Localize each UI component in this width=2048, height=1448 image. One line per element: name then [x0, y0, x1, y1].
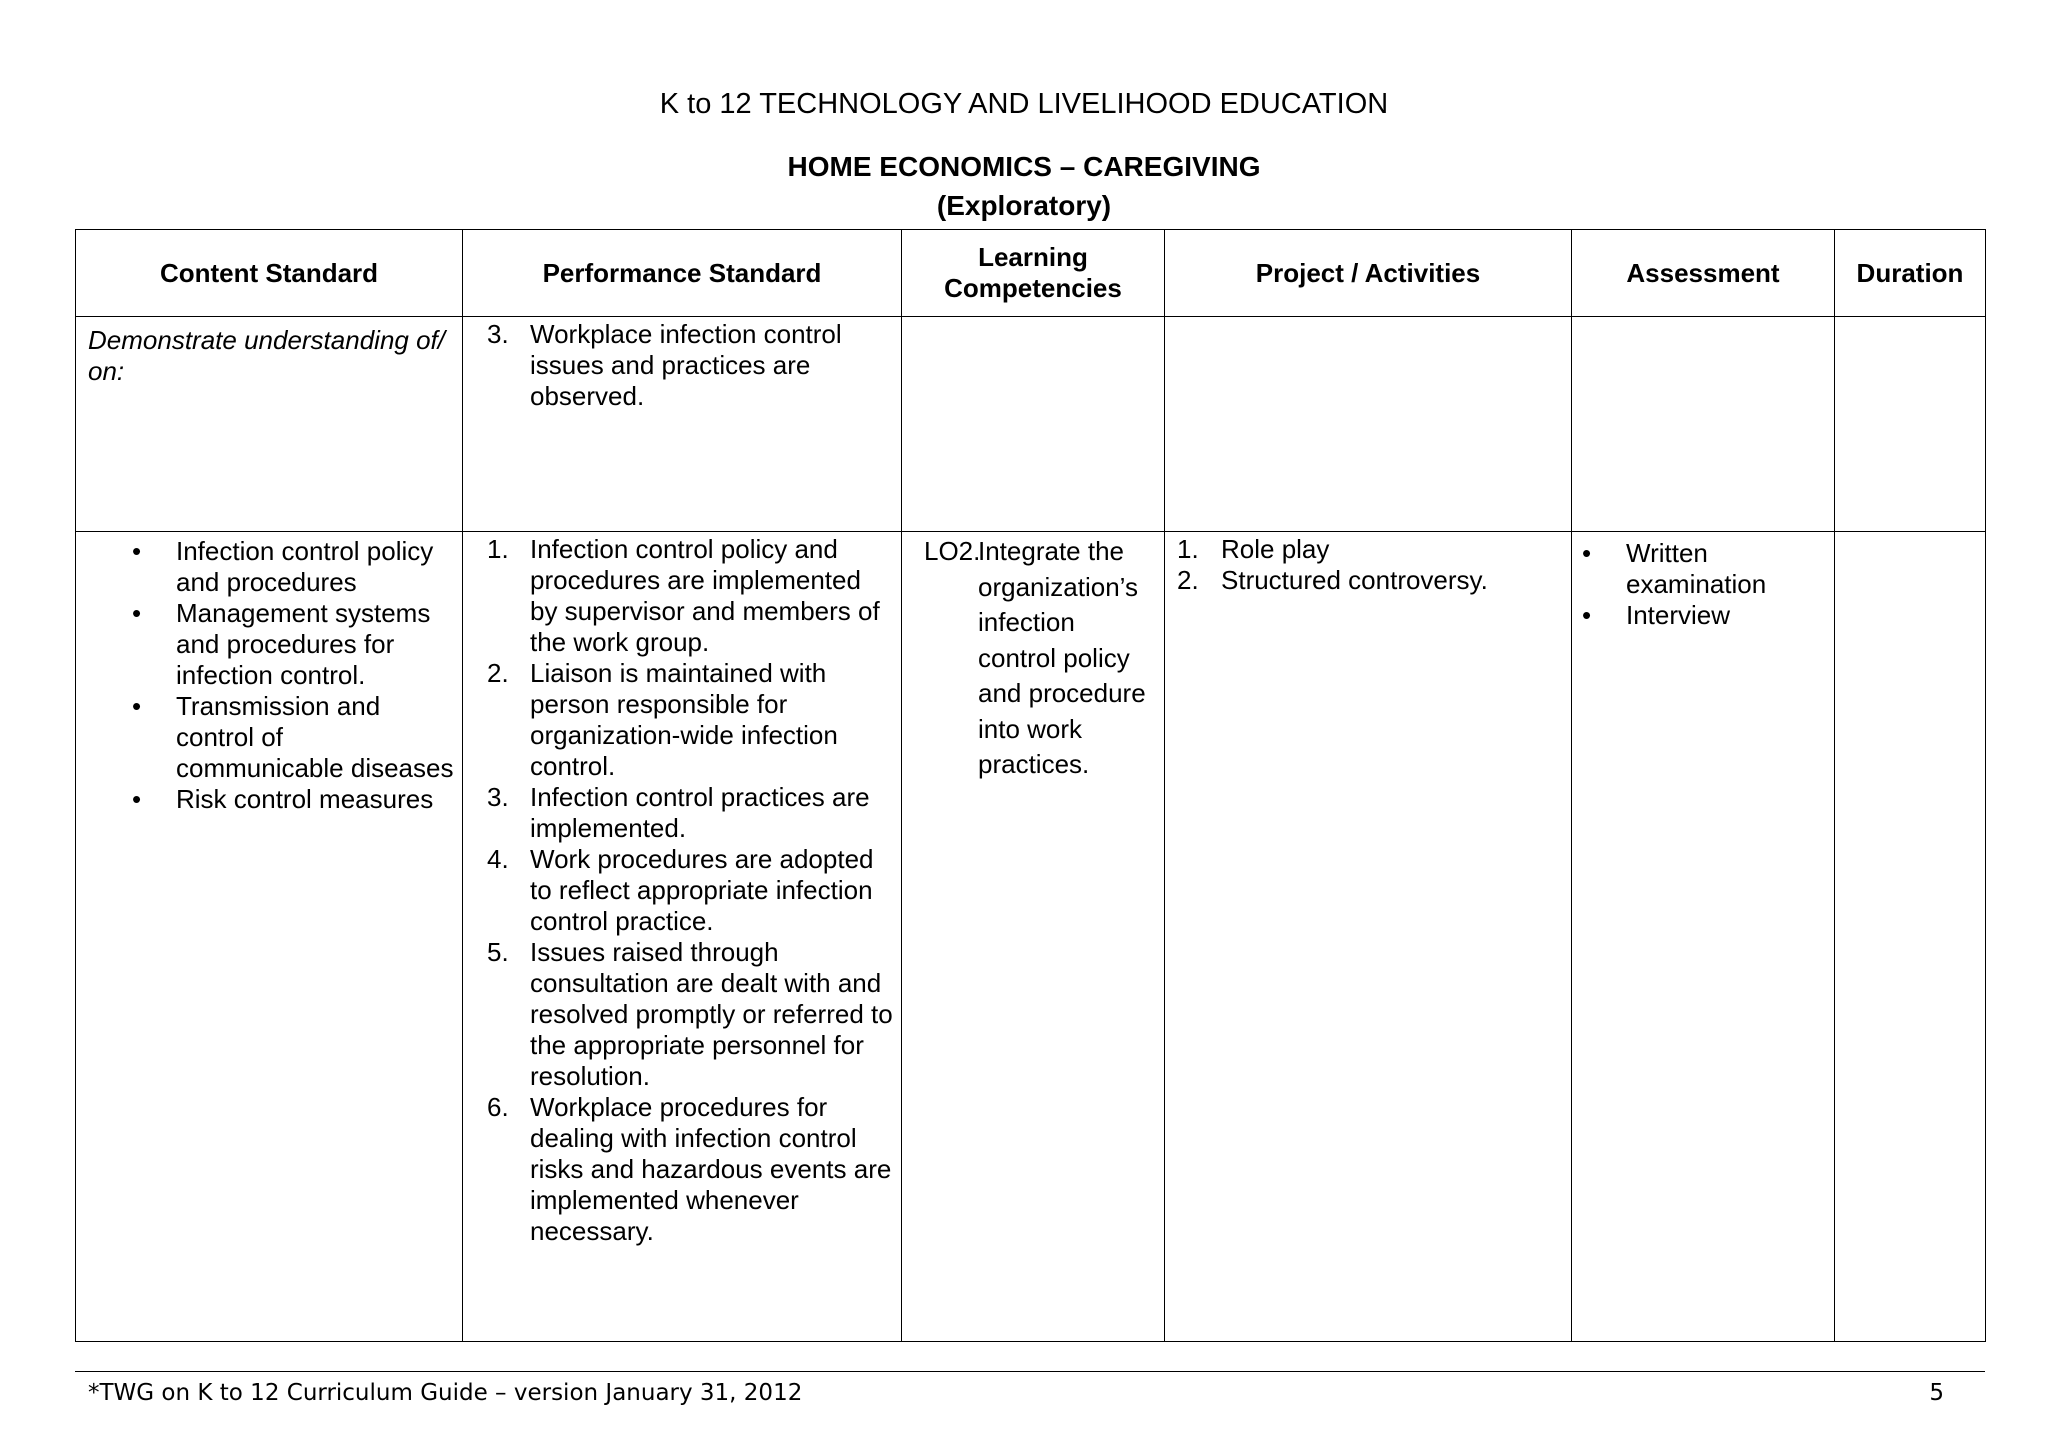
- cell-content-standard: [76, 532, 463, 1342]
- content-standard-list: [76, 532, 462, 815]
- cell-learning-competencies: [902, 532, 1165, 1342]
- table-row: [76, 317, 1986, 532]
- list-item: 2. Liaison is maintained with person responsible for organization-wide infection control.: [487, 658, 838, 781]
- list-item: • Risk control measures: [76, 784, 462, 815]
- document-title: K to 12 TECHNOLOGY AND LIVELIHOOD EDUCATION: [659, 88, 1389, 120]
- cell-content-standard: [76, 317, 463, 532]
- cell-assessment: [1572, 532, 1835, 1342]
- cell-duration: [1835, 532, 1986, 1342]
- cell-learning-competencies: [902, 317, 1165, 532]
- list-item: 3. Infection control practices are implemented.: [487, 782, 870, 843]
- performance-list: [463, 532, 901, 1247]
- column-header-project-activities: Project / Activities: [1165, 230, 1572, 317]
- table-header-row: [76, 230, 1986, 317]
- table-row: [76, 532, 1986, 1342]
- cell-performance-standard: [463, 532, 902, 1342]
- list-item: • Transmission and control of communicable diseases: [76, 691, 462, 784]
- column-header-learning-competencies: Learning Competencies: [902, 230, 1165, 317]
- curriculum-table: [75, 229, 1986, 1342]
- content-standard-intro: Demonstrate understanding of/ on:: [88, 325, 445, 386]
- column-header-content-standard: Content Standard: [76, 230, 463, 317]
- assessment-list: [1572, 532, 1834, 631]
- activities-list: [1165, 532, 1571, 596]
- list-item: 1. Infection control policy and procedures are implemented by supervisor and members of the work group.: [487, 534, 880, 657]
- list-item: • Management systems and procedures for infection control.: [76, 598, 462, 691]
- column-header-assessment: Assessment: [1572, 230, 1835, 317]
- list-item: • Infection control policy and procedures: [76, 536, 462, 598]
- document-subtitle-exploratory: (Exploratory): [936, 190, 1112, 221]
- list-item: • Interview: [1572, 600, 1834, 631]
- cell-project-activities: [1165, 532, 1572, 1342]
- cell-assessment: [1572, 317, 1835, 532]
- learning-outcome-text: Integrate the organization’s infection control policy and procedure into work practices.: [978, 536, 1146, 779]
- list-item: 3. Workplace infection control issues and practices are observed.: [487, 319, 842, 411]
- list-item: 4. Work procedures are adopted to reflect appropriate infection control practice.: [487, 844, 874, 936]
- list-item: 2. Structured controversy.: [1177, 565, 1488, 595]
- column-header-performance-standard: Performance Standard: [463, 230, 902, 317]
- list-item: 1. Role play: [1177, 534, 1330, 564]
- cell-duration: [1835, 317, 1986, 532]
- list-item: 5. Issues raised through consultation are dealt with and resolved promptly or referred to the appropriate personnel for resolution.: [487, 937, 893, 1091]
- document-subtitle: HOME ECONOMICS – CAREGIVING: [787, 151, 1261, 182]
- cell-project-activities: [1165, 317, 1572, 532]
- page-number: 5: [1929, 1380, 1944, 1406]
- cell-performance-standard: [463, 317, 902, 532]
- learning-outcome: [902, 532, 1164, 783]
- footer-version-note: *TWG on K to 12 Curriculum Guide – version January 31, 2012: [88, 1380, 803, 1406]
- learning-outcome-code: LO2.: [924, 536, 981, 566]
- column-header-duration: Duration: [1835, 230, 1986, 317]
- footer-divider: [75, 1371, 1985, 1372]
- performance-list: [463, 317, 901, 412]
- list-item: 6. Workplace procedures for dealing with infection control risks and hazardous events are implemented whenever necessary.: [487, 1092, 892, 1246]
- list-item: • Written examination: [1572, 538, 1834, 600]
